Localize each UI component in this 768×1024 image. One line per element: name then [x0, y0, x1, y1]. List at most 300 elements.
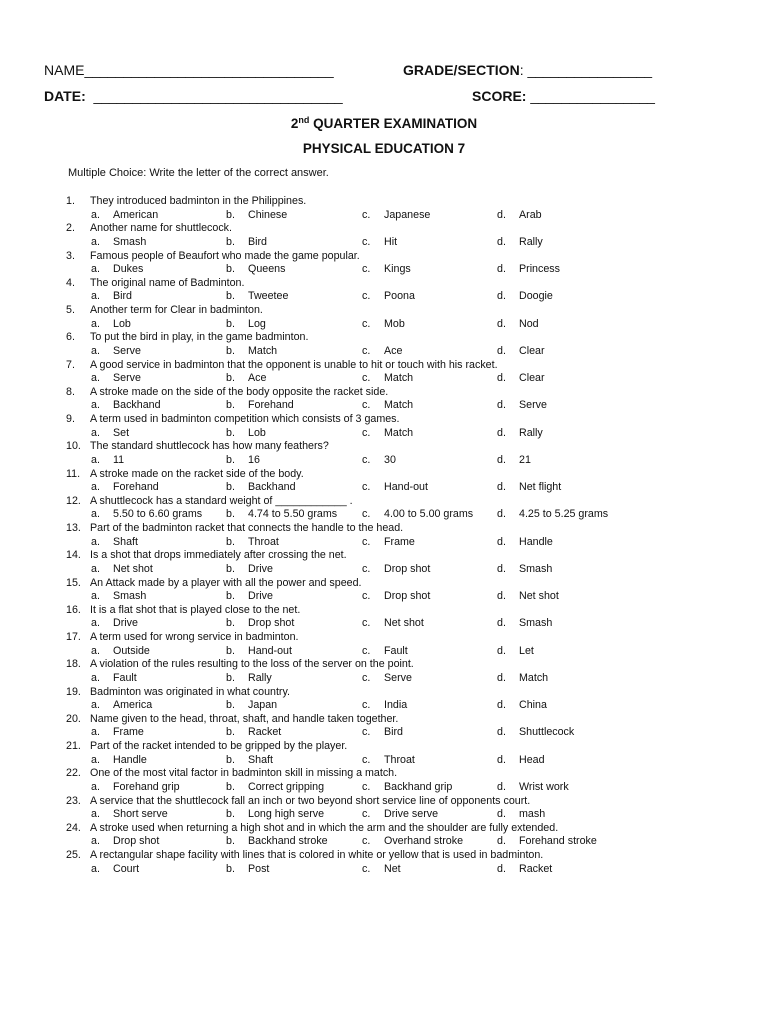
exam-title-text: QUARTER EXAMINATION	[313, 116, 478, 131]
question-item	[0, 658, 768, 685]
question-text: The original name of Badminton.	[90, 276, 245, 289]
option-d[interactable]	[497, 508, 608, 522]
option-letter: d.	[497, 699, 506, 712]
question-line	[0, 740, 768, 754]
option-text: 4.25 to 5.25 grams	[519, 508, 609, 521]
option-text: Drop shot	[384, 590, 431, 603]
option-d[interactable]	[497, 209, 542, 223]
option-a[interactable]	[91, 454, 124, 468]
option-d[interactable]	[497, 427, 543, 441]
option-c[interactable]	[362, 399, 413, 413]
option-letter: d.	[497, 780, 506, 793]
option-letter: a.	[91, 753, 100, 766]
grade-section-colon: :	[519, 62, 524, 78]
option-letter: d.	[497, 617, 506, 630]
option-text: Net shot	[113, 562, 153, 575]
option-c[interactable]	[362, 454, 396, 468]
score-field[interactable]	[472, 88, 655, 104]
option-text: Court	[113, 862, 140, 875]
option-c[interactable]	[362, 645, 408, 659]
option-a[interactable]	[91, 726, 144, 740]
question-line	[0, 359, 768, 373]
question-number: 6.	[66, 331, 75, 344]
grade-section-blank[interactable]: ________________	[527, 62, 653, 78]
question-list	[0, 195, 768, 876]
option-letter: b.	[226, 453, 235, 466]
option-d[interactable]	[497, 290, 553, 304]
option-c[interactable]	[362, 427, 413, 441]
option-letter: c.	[362, 508, 371, 521]
question-item	[0, 386, 768, 413]
option-d[interactable]	[497, 236, 543, 250]
option-text: Log	[248, 317, 266, 330]
option-text: Throat	[248, 535, 279, 548]
option-letter: c.	[362, 671, 371, 684]
exam-title-ordinal-number: 2	[290, 116, 299, 131]
option-text: mash	[519, 808, 546, 821]
option-d[interactable]	[497, 399, 547, 413]
option-letter: a.	[91, 699, 100, 712]
question-line	[0, 713, 768, 727]
option-letter: c.	[362, 644, 371, 657]
option-a[interactable]	[91, 617, 138, 631]
option-a[interactable]	[91, 645, 150, 659]
question-text: A good service in badminton that the opponent is unable to hit or touch with his racket.	[90, 358, 498, 371]
option-letter: d.	[497, 235, 506, 248]
option-letter: c.	[362, 862, 371, 875]
option-letter: a.	[91, 263, 100, 276]
option-letter: c.	[362, 535, 371, 548]
options-row	[0, 754, 768, 768]
option-letter: a.	[91, 644, 100, 657]
option-text: Match	[384, 426, 414, 439]
option-text: Japanese	[384, 208, 431, 221]
question-line	[0, 686, 768, 700]
option-b[interactable]	[226, 263, 285, 277]
option-letter: a.	[91, 835, 100, 848]
option-a[interactable]	[91, 236, 146, 250]
question-line	[0, 849, 768, 863]
question-number: 24.	[66, 821, 81, 834]
question-item	[0, 577, 768, 604]
option-d[interactable]	[497, 835, 597, 849]
question-line	[0, 250, 768, 264]
option-letter: c.	[362, 753, 371, 766]
score-label: SCORE:	[472, 88, 527, 104]
options-row	[0, 672, 768, 686]
option-d[interactable]	[497, 536, 553, 550]
option-text: Let	[519, 644, 534, 657]
option-d[interactable]	[497, 454, 531, 468]
option-d[interactable]	[497, 590, 559, 604]
question-number: 14.	[66, 549, 81, 562]
option-text: Net	[384, 862, 401, 875]
option-text: Drive	[113, 617, 138, 630]
option-a[interactable]	[91, 808, 168, 822]
date-field[interactable]	[44, 88, 343, 104]
option-text: Clear	[519, 372, 545, 385]
option-text: Bird	[113, 290, 133, 303]
option-c[interactable]	[362, 372, 413, 386]
option-letter: c.	[362, 263, 371, 276]
option-b[interactable]	[226, 427, 266, 441]
question-item	[0, 495, 768, 522]
option-d[interactable]	[497, 672, 548, 686]
option-c[interactable]	[362, 345, 402, 359]
question-item	[0, 359, 768, 386]
option-letter: c.	[362, 726, 371, 739]
option-c[interactable]	[362, 508, 473, 522]
option-d[interactable]	[497, 863, 552, 877]
options-row	[0, 236, 768, 250]
option-c[interactable]	[362, 563, 430, 577]
score-blank[interactable]: ________________	[530, 88, 655, 104]
option-c[interactable]	[362, 481, 428, 495]
question-number: 17.	[66, 631, 81, 643]
option-letter: c.	[362, 208, 371, 221]
option-letter: b.	[226, 263, 235, 276]
option-a[interactable]	[91, 754, 147, 768]
option-text: Bird	[248, 235, 268, 248]
option-letter: b.	[226, 208, 235, 221]
question-number: 9.	[66, 413, 75, 425]
option-letter: b.	[226, 808, 235, 821]
option-text: Forehand stroke	[519, 835, 597, 848]
option-b[interactable]	[226, 290, 288, 304]
option-text: Short serve	[113, 808, 168, 821]
option-a[interactable]	[91, 209, 158, 223]
option-text: India	[384, 699, 408, 712]
question-number: 3.	[66, 249, 75, 262]
question-item	[0, 222, 768, 249]
option-letter: d.	[497, 399, 506, 412]
option-letter: d.	[497, 453, 506, 466]
option-c[interactable]	[362, 263, 411, 277]
option-c[interactable]	[362, 699, 407, 713]
option-text: Nod	[519, 317, 539, 330]
option-text: Smash	[519, 562, 553, 575]
question-text: They introduced badminton in the Philippines.	[90, 195, 307, 207]
option-b[interactable]	[226, 318, 266, 332]
option-a[interactable]	[91, 318, 131, 332]
option-d[interactable]	[497, 372, 545, 386]
option-text: Mob	[384, 317, 405, 330]
question-line	[0, 222, 768, 236]
option-text: Wrist work	[519, 780, 569, 793]
option-letter: c.	[362, 808, 371, 821]
option-c[interactable]	[362, 536, 415, 550]
options-row	[0, 726, 768, 740]
option-a[interactable]	[91, 508, 202, 522]
option-letter: d.	[497, 862, 506, 875]
option-a[interactable]	[91, 290, 132, 304]
option-d[interactable]	[497, 617, 552, 631]
question-number: 13.	[66, 522, 81, 534]
option-text: America	[113, 699, 153, 712]
question-number: 5.	[66, 304, 75, 316]
options-row	[0, 835, 768, 849]
question-number: 22.	[66, 767, 81, 780]
option-text: Hit	[384, 235, 398, 248]
option-a[interactable]	[91, 263, 143, 277]
option-text: Smash	[519, 617, 553, 630]
option-text: Bird	[384, 726, 404, 739]
question-item	[0, 767, 768, 794]
option-text: Backhand stroke	[248, 835, 328, 848]
option-a[interactable]	[91, 372, 141, 386]
option-letter: b.	[226, 862, 235, 875]
option-letter: d.	[497, 508, 506, 521]
option-text: Overhand stroke	[384, 835, 464, 848]
option-text: Drop shot	[384, 562, 431, 575]
question-item	[0, 822, 768, 849]
option-d[interactable]	[497, 345, 545, 359]
option-letter: c.	[362, 780, 371, 793]
option-b[interactable]	[226, 454, 260, 468]
option-letter: b.	[226, 835, 235, 848]
option-letter: b.	[226, 699, 235, 712]
option-letter: a.	[91, 535, 100, 548]
option-a[interactable]	[91, 481, 159, 495]
question-item	[0, 549, 768, 576]
option-a[interactable]	[91, 536, 138, 550]
name-label: NAME	[44, 62, 85, 78]
option-b[interactable]	[226, 781, 324, 795]
option-b[interactable]	[226, 372, 266, 386]
option-b[interactable]	[226, 481, 296, 495]
option-b[interactable]	[226, 754, 273, 768]
option-letter: d.	[497, 344, 506, 357]
option-text: China	[519, 699, 547, 712]
option-a[interactable]	[91, 590, 146, 604]
option-b[interactable]	[226, 563, 273, 577]
option-d[interactable]	[497, 726, 574, 740]
option-d[interactable]	[497, 808, 545, 822]
exam-title-ordinal-suffix: nd	[298, 115, 310, 125]
question-text: Name given to the head, throat, shaft, and handle taken together.	[90, 712, 399, 725]
option-letter: c.	[362, 481, 371, 494]
question-line	[0, 331, 768, 345]
option-letter: a.	[91, 780, 100, 793]
option-text: Drive serve	[384, 808, 439, 821]
option-letter: d.	[497, 208, 506, 221]
question-item	[0, 740, 768, 767]
option-d[interactable]	[497, 754, 545, 768]
option-a[interactable]	[91, 699, 152, 713]
question-number: 19.	[66, 685, 81, 698]
question-item	[0, 440, 768, 467]
option-d[interactable]	[497, 563, 552, 577]
option-letter: b.	[226, 644, 235, 657]
option-text: Dukes	[113, 263, 144, 276]
option-c[interactable]	[362, 290, 415, 304]
question-line	[0, 195, 768, 209]
option-text: Drive	[248, 590, 273, 603]
option-text: Princess	[519, 263, 560, 276]
option-c[interactable]	[362, 863, 401, 877]
option-text: Shuttlecock	[519, 726, 575, 739]
option-d[interactable]	[497, 645, 534, 659]
option-text: Tweetee	[248, 290, 289, 303]
option-letter: b.	[226, 481, 235, 494]
option-b[interactable]	[226, 672, 272, 686]
question-line	[0, 549, 768, 563]
option-letter: b.	[226, 726, 235, 739]
question-text: Part of the racket intended to be gripped by the player.	[90, 740, 348, 752]
option-text: 21	[519, 453, 531, 466]
option-b[interactable]	[226, 590, 273, 604]
option-letter: c.	[362, 399, 371, 412]
option-letter: a.	[91, 481, 100, 494]
option-b[interactable]	[226, 617, 294, 631]
question-text: Another name for shuttlecock.	[90, 222, 232, 235]
date-blank[interactable]: ________________________________	[93, 88, 343, 104]
question-number: 8.	[66, 385, 75, 398]
option-text: Kings	[384, 263, 411, 276]
option-text: Backhand	[113, 399, 161, 412]
option-c[interactable]	[362, 672, 412, 686]
option-b[interactable]	[226, 236, 267, 250]
options-row	[0, 781, 768, 795]
option-letter: d.	[497, 808, 506, 821]
option-b[interactable]	[226, 726, 281, 740]
option-b[interactable]	[226, 863, 269, 877]
option-c[interactable]	[362, 590, 430, 604]
option-text: Match	[384, 372, 414, 385]
option-text: Match	[519, 671, 549, 684]
option-text: Drive	[248, 562, 273, 575]
grade-section-field[interactable]	[403, 62, 652, 78]
option-text: Fault	[384, 644, 408, 657]
option-letter: b.	[226, 235, 235, 248]
option-text: Backhand grip	[384, 780, 453, 793]
option-d[interactable]	[497, 699, 547, 713]
options-row	[0, 808, 768, 822]
option-a[interactable]	[91, 399, 161, 413]
option-c[interactable]	[362, 209, 430, 223]
option-letter: b.	[226, 617, 235, 630]
option-letter: d.	[497, 481, 506, 494]
question-line	[0, 386, 768, 400]
option-b[interactable]	[226, 345, 277, 359]
option-text: Shaft	[248, 753, 273, 766]
option-b[interactable]	[226, 536, 279, 550]
question-number: 12.	[66, 494, 81, 507]
option-letter: c.	[362, 290, 371, 303]
option-text: Forehand	[113, 481, 159, 494]
option-b[interactable]	[226, 645, 292, 659]
option-text: Japan	[248, 699, 278, 712]
option-text: Backhand	[248, 481, 296, 494]
option-b[interactable]	[226, 399, 294, 413]
option-letter: a.	[91, 290, 100, 303]
option-b[interactable]	[226, 835, 328, 849]
question-item	[0, 522, 768, 549]
question-number: 2.	[66, 222, 75, 235]
option-letter: a.	[91, 590, 100, 603]
question-text: A rectangular shape facility with lines that is colored in white or yellow that is used in badminton.	[90, 849, 544, 861]
name-field[interactable]	[44, 62, 334, 78]
option-letter: b.	[226, 671, 235, 684]
option-text: Rally	[519, 426, 543, 439]
option-letter: a.	[91, 399, 100, 412]
option-text: Serve	[113, 344, 141, 357]
option-text: Forehand grip	[113, 780, 180, 793]
question-text: To put the bird in play, in the game badminton.	[90, 331, 309, 344]
option-b[interactable]	[226, 508, 337, 522]
option-letter: b.	[226, 399, 235, 412]
name-blank[interactable]: ________________________________	[84, 62, 334, 78]
option-a[interactable]	[91, 672, 137, 686]
option-text: Serve	[384, 671, 412, 684]
options-row	[0, 454, 768, 468]
option-b[interactable]	[226, 209, 287, 223]
option-text: Post	[248, 862, 270, 875]
options-row	[0, 372, 768, 386]
option-c[interactable]	[362, 808, 438, 822]
option-c[interactable]	[362, 754, 415, 768]
option-text: Chinese	[248, 208, 288, 221]
option-d[interactable]	[497, 318, 539, 332]
question-line	[0, 795, 768, 809]
option-d[interactable]	[497, 781, 569, 795]
option-text: 11	[113, 453, 125, 466]
option-a[interactable]	[91, 835, 159, 849]
option-a[interactable]	[91, 427, 129, 441]
options-row	[0, 263, 768, 277]
option-c[interactable]	[362, 781, 452, 795]
option-letter: b.	[226, 372, 235, 385]
option-letter: d.	[497, 644, 506, 657]
question-line	[0, 604, 768, 618]
option-b[interactable]	[226, 699, 277, 713]
option-a[interactable]	[91, 863, 139, 877]
option-letter: a.	[91, 453, 100, 466]
option-c[interactable]	[362, 617, 424, 631]
option-letter: c.	[362, 235, 371, 248]
option-text: 4.00 to 5.00 grams	[384, 508, 474, 521]
option-c[interactable]	[362, 236, 397, 250]
option-letter: c.	[362, 699, 371, 712]
option-letter: d.	[497, 426, 506, 439]
option-c[interactable]	[362, 726, 403, 740]
option-letter: b.	[226, 535, 235, 548]
option-letter: c.	[362, 835, 371, 848]
option-letter: d.	[497, 726, 506, 739]
option-text: Net shot	[384, 617, 424, 630]
options-row	[0, 699, 768, 713]
question-text: An Attack made by a player with all the power and speed.	[90, 576, 362, 589]
option-c[interactable]	[362, 835, 463, 849]
option-b[interactable]	[226, 808, 324, 822]
option-a[interactable]	[91, 345, 141, 359]
options-row	[0, 617, 768, 631]
option-text: Serve	[113, 372, 141, 385]
option-text: Outside	[113, 644, 150, 657]
option-c[interactable]	[362, 318, 405, 332]
option-d[interactable]	[497, 481, 561, 495]
question-number: 25.	[66, 849, 81, 861]
question-item	[0, 250, 768, 277]
option-text: Fault	[113, 671, 137, 684]
option-a[interactable]	[91, 781, 180, 795]
option-text: Doogie	[519, 290, 553, 303]
option-d[interactable]	[497, 263, 560, 277]
question-number: 18.	[66, 658, 81, 671]
option-text: 16	[248, 453, 260, 466]
option-a[interactable]	[91, 563, 153, 577]
option-text: Queens	[248, 263, 286, 276]
